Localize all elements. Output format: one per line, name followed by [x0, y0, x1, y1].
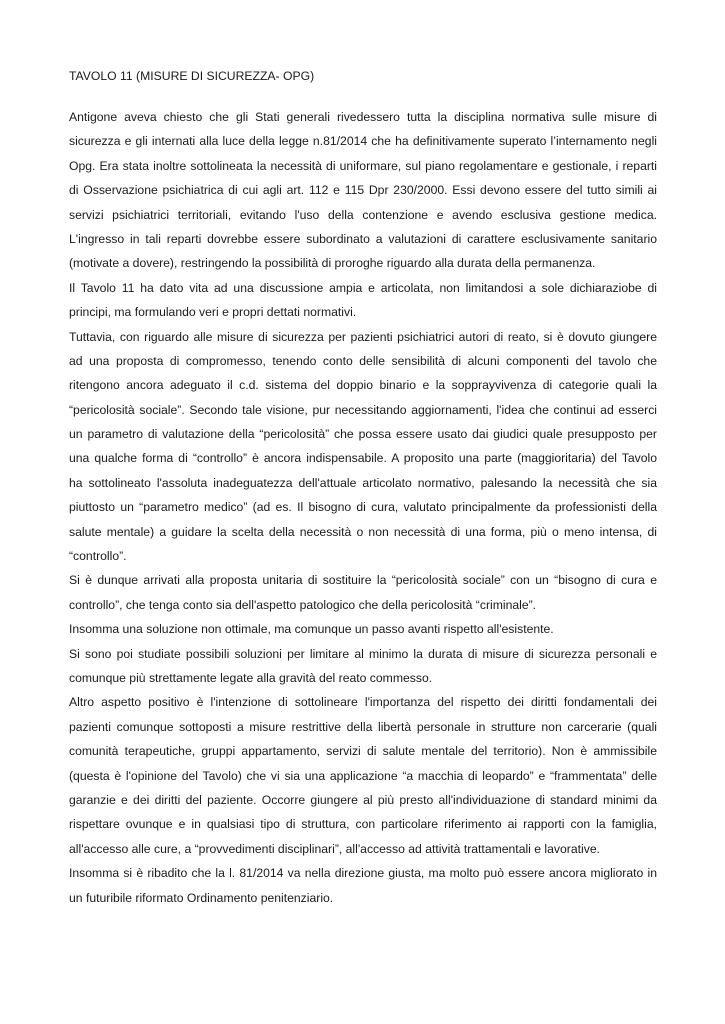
paragraph [69, 105, 657, 276]
document-body [69, 105, 657, 910]
text-line: Insomma una soluzione non ottimale, ma comunque un passo avanti rispetto all'esistente. [69, 622, 554, 637]
text-line: comunque più strettamente legate alla gravità del reato commesso. [69, 670, 433, 685]
text-line: un futuribile riformato Ordinamento penitenziario. [69, 890, 334, 905]
document-page [69, 0, 657, 1024]
text-line: principi, ma formulando veri e propri dettati normativi. [69, 305, 357, 320]
text-line: salute mentale) a guidare la scelta della necessità o non necessità di una forma, più o meno intensa, di [69, 524, 657, 539]
text-line: un parametro di valutazione della “pericolosità” che possa essere usato dai giudici quale presupposto per [69, 427, 657, 442]
text-line: piuttosto un “parametro medico” (ad es. Il bisogno di cura, valutato principalmente da professionisti della [69, 500, 657, 515]
text-line: Insomma si è ribadito che la l. 81/2014 va nella direzione giusta, ma molto può essere ancora migliorato in [69, 866, 657, 881]
text-line: garanzie e dei diritti del paziente. Occorre giungere al più presto all'individuazione di standard minimi da [69, 792, 657, 807]
paragraph [69, 690, 657, 861]
text-line: Antigone aveva chiesto che gli Stati generali rivedessero tutta la disciplina normativa sulle misure di [69, 110, 657, 124]
paragraph [69, 617, 657, 641]
text-line: una qualche forma di “controllo” è ancora indispensabile. A proposito una parte (maggioritaria) del Tavolo [69, 451, 657, 466]
text-line: “controllo”. [69, 549, 127, 564]
text-line: comunità terapeutiche, gruppi appartamento, servizi di salute mentale del territorio). Non è ammissibile [69, 744, 657, 759]
text-line: Tuttavia, con riguardo alle misure di sicurezza per pazienti psichiatrici autori di reato, si è dovuto giungere [69, 329, 657, 344]
text-line: controllo”, che tenga conto sia dell'aspetto patologico che della pericolosità “criminale”. [69, 597, 537, 612]
document-title: TAVOLO 11 (MISURE DI SICUREZZA- OPG) [69, 69, 315, 83]
text-line: servizi psichiatrici territoriali, evitando l'uso della contenzione e avendo esclusiva gestione medica. [69, 207, 657, 222]
text-line: Il Tavolo 11 ha dato vita ad una discussione ampia e articolata, non limitandosi a sole dichiaraziobe di [69, 280, 657, 295]
paragraph [69, 861, 657, 910]
text-line: Opg. Era stata inoltre sottolineata la necessità di uniformare, sul piano regolamentare e gestionale, i reparti [69, 158, 657, 173]
text-line: all'accesso alle cure, a “provvedimenti disciplinari”, all'accesso ad attività trattamentali e lavorative. [69, 841, 600, 856]
text-line: ha sottolineato l'assoluta inadeguatezza dell'attuale articolato normativo, palesando la necessità che sia [69, 475, 657, 490]
text-line: Si sono poi studiate possibili soluzioni per limitare al minimo la durata di misure di sicurezza personali e [69, 646, 657, 661]
text-line: (questa è l'opinione del Tavolo) che vi sia una applicazione “a macchia di leopardo” e “frammentata” delle [69, 768, 657, 783]
text-line: Si è dunque arrivati alla proposta unitaria di sostituire la “pericolosità sociale” con un “bisogno di cura e [69, 573, 657, 588]
text-line: (motivate a dovere), restringendo la possibilità di proroghe riguardo alla durata della permanenza. [69, 256, 596, 271]
paragraph [69, 325, 657, 569]
text-line: rispettare ovunque e in qualsiasi tipo di struttura, con particolare riferimento ai rapporti con la famiglia, [69, 817, 657, 832]
text-line: ritengono ancora adeguato il c.d. sistema del doppio binario e la sopprayvivenza di categorie quali la [69, 378, 657, 393]
paragraph [69, 642, 657, 691]
text-line: di Osservazione psichiatrica di cui agli art. 112 e 115 Dpr 230/2000. Essi devono essere del tutto simili ai [69, 183, 657, 198]
text-line: L'ingresso in tali reparti dovrebbe essere subordinato a valutazioni di carattere esclusivamente sanitario [69, 231, 657, 246]
paragraph [69, 568, 657, 617]
text-line: “pericolosità sociale”. Secondo tale visione, pur necessitando aggiornamenti, l'idea che continui ad esserci [69, 402, 657, 417]
text-line: ad una proposta di compromesso, tenendo conto delle sensibilità di alcuni componenti del tavolo che [69, 353, 657, 368]
text-line: Altro aspetto positivo è l'intenzione di sottolineare l'importanza del rispetto dei diritti fondamentali dei [69, 695, 657, 710]
text-line: sicurezza e gli internati alla luce della legge n.81/2014 che ha definitivamente superato l’internamento negli [69, 134, 657, 149]
paragraph [69, 276, 657, 325]
text-line: pazienti comunque sottoposti a misure restrittive della libertà personale in strutture non carcerarie (quali [69, 719, 657, 734]
